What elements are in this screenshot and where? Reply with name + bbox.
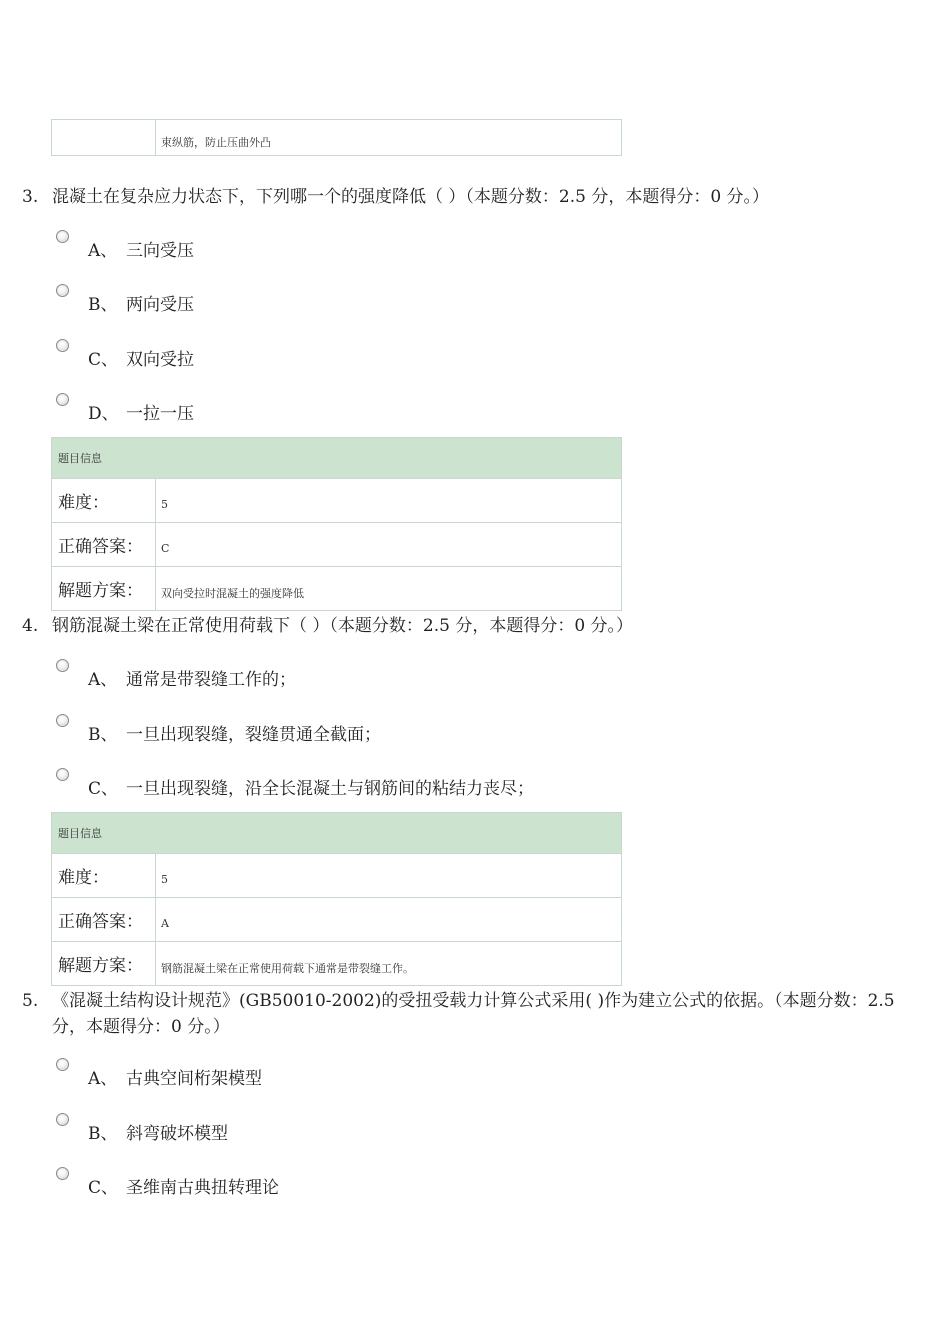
empty-label-cell (52, 120, 156, 156)
option-letter: C、 (88, 1178, 119, 1198)
option-text: 一拉一压 (126, 404, 194, 424)
radio-button[interactable] (56, 768, 69, 781)
option-text: 斜弯破坏模型 (126, 1124, 228, 1144)
solution-value: 束纵筋，防止压曲外凸 (156, 120, 622, 156)
solution-value: 双向受拉时混凝土的强度降低 (156, 567, 622, 611)
difficulty-label: 难度： (52, 854, 156, 898)
answer-label: 正确答案： (52, 523, 156, 567)
question-info-table (51, 437, 622, 611)
option-text: 古典空间桁架模型 (126, 1069, 262, 1089)
option-text: 通常是带裂缝工作的； (126, 670, 296, 690)
option-letter: B、 (88, 1124, 118, 1144)
solution-label: 解题方案： (52, 567, 156, 611)
option-text: 一旦出现裂缝，裂缝贯通全截面； (126, 725, 381, 745)
question-number: 5. (22, 991, 39, 1011)
radio-button[interactable] (56, 230, 69, 243)
option-letter: B、 (88, 295, 118, 315)
question-number: 3. (22, 187, 39, 207)
difficulty-value: 5 (156, 854, 622, 898)
option-text: 两向受压 (126, 295, 194, 315)
radio-button[interactable] (56, 659, 69, 672)
solution-value: 钢筋混凝土梁在正常使用荷载下通常是带裂缝工作。 (156, 942, 622, 986)
radio-button[interactable] (56, 1058, 69, 1071)
option-letter: A、 (88, 670, 118, 690)
previous-question-info-table (51, 119, 622, 156)
option-text: 三向受压 (126, 241, 194, 261)
option-letter: C、 (88, 779, 119, 799)
question-4 (22, 613, 927, 639)
radio-button[interactable] (56, 1113, 69, 1126)
radio-button[interactable] (56, 714, 69, 727)
option-letter: D、 (88, 404, 119, 424)
question-info-table (51, 812, 622, 986)
solution-label: 解题方案： (52, 942, 156, 986)
option-letter: A、 (88, 241, 118, 261)
option-letter: C、 (88, 350, 119, 370)
question-3 (22, 184, 927, 210)
info-header: 题目信息 (52, 438, 622, 479)
question-number: 4. (22, 616, 39, 636)
radio-button[interactable] (56, 1167, 69, 1180)
option-letter: B、 (88, 725, 118, 745)
answer-value: C (156, 523, 622, 567)
question-text: 混凝土在复杂应力状态下，下列哪一个的强度降低（ ）（本题分数：2.5 分，本题得分：0 分。） (52, 187, 770, 207)
difficulty-value: 5 (156, 479, 622, 523)
option-text: 一旦出现裂缝，沿全长混凝土与钢筋间的粘结力丧尽； (126, 779, 534, 799)
info-header: 题目信息 (52, 813, 622, 854)
radio-button[interactable] (56, 284, 69, 297)
question-5 (22, 988, 927, 1040)
radio-button[interactable] (56, 393, 69, 406)
answer-value: A (156, 898, 622, 942)
difficulty-label: 难度： (52, 479, 156, 523)
option-text: 圣维南古典扭转理论 (126, 1178, 279, 1198)
question-text: 《混凝土结构设计规范》(GB50010-2002)的受扭受载力计算公式采用( )作为建立公式的依据。（本题分数：2.5 分，本题得分：0 分。） (52, 991, 895, 1037)
radio-button[interactable] (56, 339, 69, 352)
option-text: 双向受拉 (126, 350, 194, 370)
option-letter: A、 (88, 1069, 118, 1089)
answer-label: 正确答案： (52, 898, 156, 942)
question-text: 钢筋混凝土梁在正常使用荷载下（ ）（本题分数：2.5 分，本题得分：0 分。） (52, 616, 634, 636)
